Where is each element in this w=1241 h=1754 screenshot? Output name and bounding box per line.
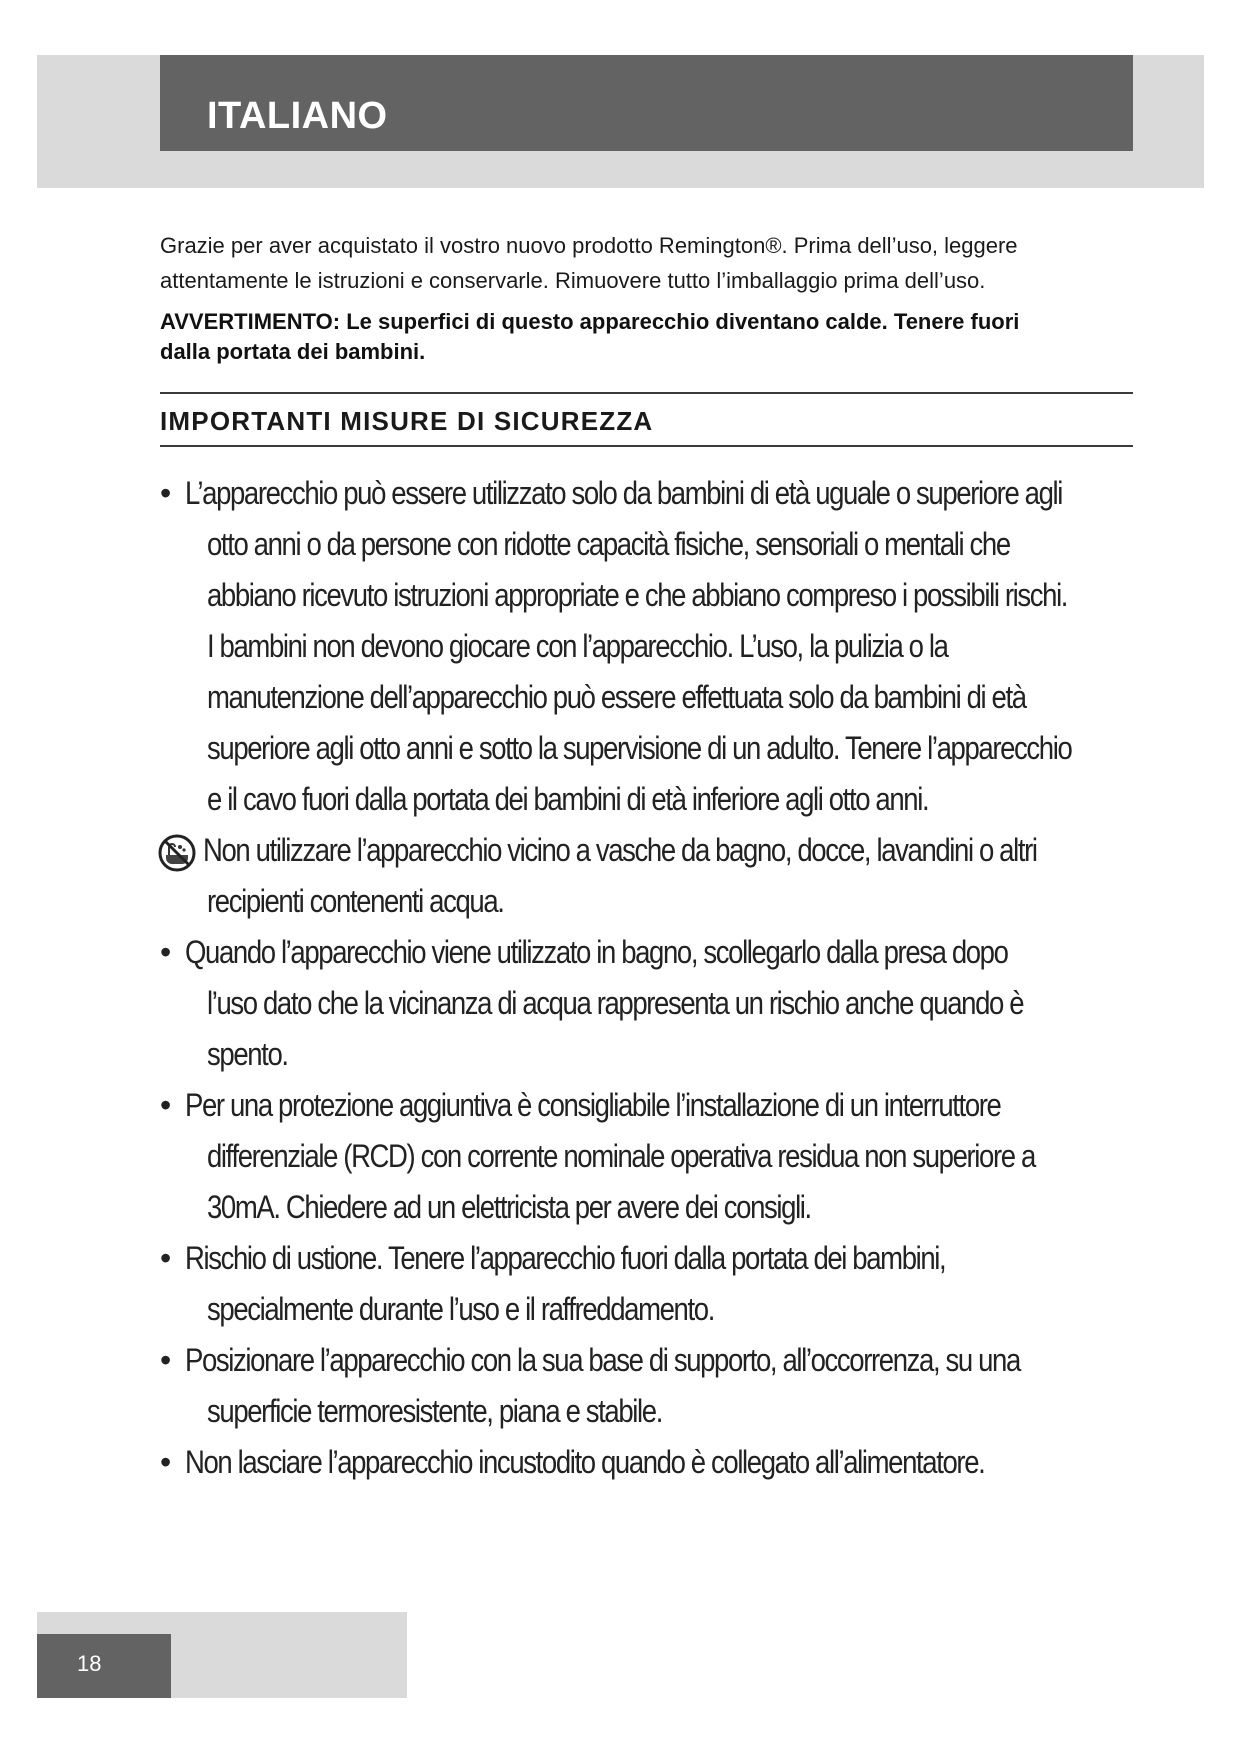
page-title: ITALIANO <box>207 95 388 137</box>
list-item-line: Non utilizzare l’apparecchio vicino a vasche da bagno, docce, lavandini o altri <box>203 832 1037 868</box>
list-item-line: I bambini non devono giocare con l’apparecchio. L’uso, la pulizia o la <box>207 628 948 664</box>
list-item-line: l’uso dato che la vicinanza di acqua rappresenta un rischio anche quando è <box>207 985 1024 1021</box>
warning-line: dalla portata dei bambini. <box>160 339 426 364</box>
list-item-line: 30mA. Chiedere ad un elettricista per avere dei consigli. <box>207 1189 811 1225</box>
list-item-line: superficie termoresistente, piana e stabile. <box>207 1393 662 1429</box>
section-rule-top <box>160 392 1133 394</box>
list-item <box>160 468 1170 825</box>
list-item-line: differenziale (RCD) con corrente nominale operativa residua non superiore a <box>207 1138 1035 1174</box>
bullet-marker: • <box>160 934 172 970</box>
list-item-line: Quando l’apparecchio viene utilizzato in bagno, scollegarlo dalla presa dopo <box>185 934 1008 970</box>
list-item-line: specialmente durante l’uso e il raffreddamento. <box>207 1291 714 1327</box>
list-item <box>160 927 1170 1080</box>
intro-line: Grazie per aver acquistato il vostro nuovo prodotto Remington®. Prima dell’uso, leggere <box>160 233 1018 258</box>
list-item <box>160 825 1170 927</box>
list-item-line: recipienti contenenti acqua. <box>207 883 504 919</box>
section-rule-bottom <box>160 445 1133 447</box>
bullet-marker: • <box>160 475 172 511</box>
bullet-marker: • <box>160 1444 172 1480</box>
list-item <box>160 1335 1170 1437</box>
list-item-line: manutenzione dell’apparecchio può essere effettuata solo da bambini di età <box>207 679 1026 715</box>
bullet-marker: • <box>160 1240 172 1276</box>
list-item-line: otto anni o da persone con ridotte capacità fisiche, sensoriali o mentali che <box>207 526 1010 562</box>
list-item-line: spento. <box>207 1036 288 1072</box>
warning-paragraph <box>160 307 1090 367</box>
section-title: IMPORTANTI MISURE DI SICUREZZA <box>160 406 654 436</box>
no-bath-icon <box>157 833 197 873</box>
list-item <box>160 1233 1170 1335</box>
bullet-marker: • <box>160 1342 172 1378</box>
intro-paragraph <box>160 228 1120 298</box>
list-item-line: abbiano ricevuto istruzioni appropriate e che abbiano compreso i possibili rischi. <box>207 577 1068 613</box>
bullet-marker: • <box>160 1087 172 1123</box>
warning-line: AVVERTIMENTO: Le superfici di questo apparecchio diventano calde. Tenere fuori <box>160 309 1020 334</box>
safety-list <box>160 468 1170 1488</box>
page-number: 18 <box>77 1651 102 1676</box>
list-item <box>160 1080 1170 1233</box>
list-item <box>160 1437 1170 1488</box>
header-title-box <box>160 55 1133 151</box>
intro-line: attentamente le istruzioni e conservarle. Rimuovere tutto l’imballaggio prima dell’uso. <box>160 268 986 293</box>
list-item-line: Rischio di ustione. Tenere l’apparecchio fuori dalla portata dei bambini, <box>185 1240 946 1276</box>
list-item-line: L’apparecchio può essere utilizzato solo da bambini di età uguale o superiore agli <box>185 475 1063 511</box>
list-item-line: e il cavo fuori dalla portata dei bambini di età inferiore agli otto anni. <box>207 781 929 817</box>
list-item-line: Non lasciare l’apparecchio incustodito quando è collegato all’alimentatore. <box>185 1444 985 1480</box>
list-item-line: superiore agli otto anni e sotto la supervisione di un adulto. Tenere l’apparecchio <box>207 730 1072 766</box>
list-item-line: Per una protezione aggiuntiva è consigliabile l’installazione di un interruttore <box>185 1087 1001 1123</box>
page-number-box <box>37 1634 171 1698</box>
list-item-line: Posizionare l’apparecchio con la sua base di supporto, all’occorrenza, su una <box>185 1342 1020 1378</box>
